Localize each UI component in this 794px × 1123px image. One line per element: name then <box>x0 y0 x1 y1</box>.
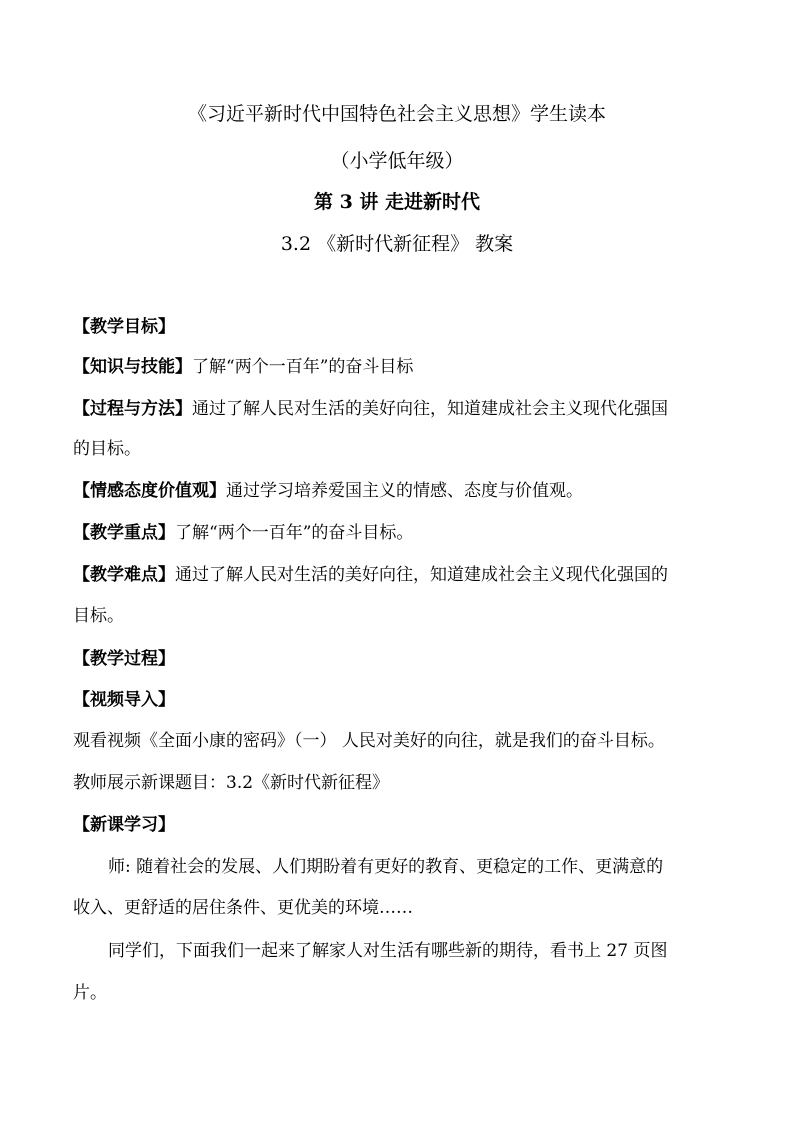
document-title: 《习近平新时代中国特色社会主义思想》学生读本 <box>187 103 606 125</box>
grade-subtitle: （小学低年级） <box>330 150 464 172</box>
difficulty-text-1: 通过了解人民对生活的美好向往，知道建成社会主义现代化强国的 <box>175 565 668 585</box>
objectives-heading <box>73 316 175 338</box>
teacher-text-1: 师: 随着社会的发展、人们期盼着有更好的教育、更稳定的工作、更满意的 <box>108 857 664 877</box>
students-line-2 <box>73 982 107 1004</box>
emotion-line <box>73 480 583 502</box>
topic-line <box>73 772 389 794</box>
difficulty-line-2 <box>73 605 124 627</box>
process-line-1 <box>73 398 668 420</box>
lesson-title: 3.2 《新时代新征程》 教案 <box>280 233 514 255</box>
emotion-text: 通过学习培养爱国主义的情感、态度与价值观。 <box>226 481 583 501</box>
video-text-line <box>73 730 665 752</box>
video-text: 观看视频《全面小康的密码》（一） 人民对美好的向往，就是我们的奋斗目标。 <box>73 731 665 751</box>
teacher-line-2 <box>73 897 413 919</box>
objectives-heading-label: 【教学目标】 <box>73 317 175 337</box>
process-text-1: 通过了解人民对生活的美好向往，知道建成社会主义现代化强国 <box>192 399 668 419</box>
students-line-1 <box>108 940 667 962</box>
key-point-line <box>73 522 413 544</box>
process-label: 【过程与方法】 <box>73 399 192 419</box>
teacher-text-2: 收入、更舒适的居住条件、更优美的环境…… <box>73 898 413 918</box>
students-text-1: 同学们，下面我们一起来了解家人对生活有哪些新的期待，看书上 27 页图 <box>108 941 668 961</box>
knowledge-text: 了解“两个一百年”的奋斗目标 <box>192 357 414 377</box>
video-heading-label: 【视频导入】 <box>73 690 175 710</box>
lecture-title: 第 3 讲 走进新时代 <box>313 191 481 213</box>
process-line-2 <box>73 438 141 460</box>
difficulty-label: 【教学难点】 <box>73 565 175 585</box>
emotion-label: 【情感态度价值观】 <box>73 481 226 501</box>
students-text-2: 片。 <box>73 983 107 1003</box>
difficulty-text-2: 目标。 <box>73 606 124 626</box>
topic-text: 教师展示新课题目：3.2《新时代新征程》 <box>73 773 390 793</box>
video-heading <box>73 689 175 711</box>
key-point-label: 【教学重点】 <box>73 523 175 543</box>
difficulty-line-1 <box>73 564 668 586</box>
key-point-text: 了解“两个一百年”的奋斗目标。 <box>175 523 414 543</box>
procedure-heading-label: 【教学过程】 <box>73 649 175 669</box>
knowledge-label: 【知识与技能】 <box>73 357 192 377</box>
procedure-heading <box>73 648 175 670</box>
new-lesson-heading <box>73 814 175 836</box>
process-text-2: 的目标。 <box>73 439 141 459</box>
teacher-line-1 <box>108 856 663 878</box>
new-lesson-heading-label: 【新课学习】 <box>73 815 175 835</box>
knowledge-line <box>73 356 413 378</box>
